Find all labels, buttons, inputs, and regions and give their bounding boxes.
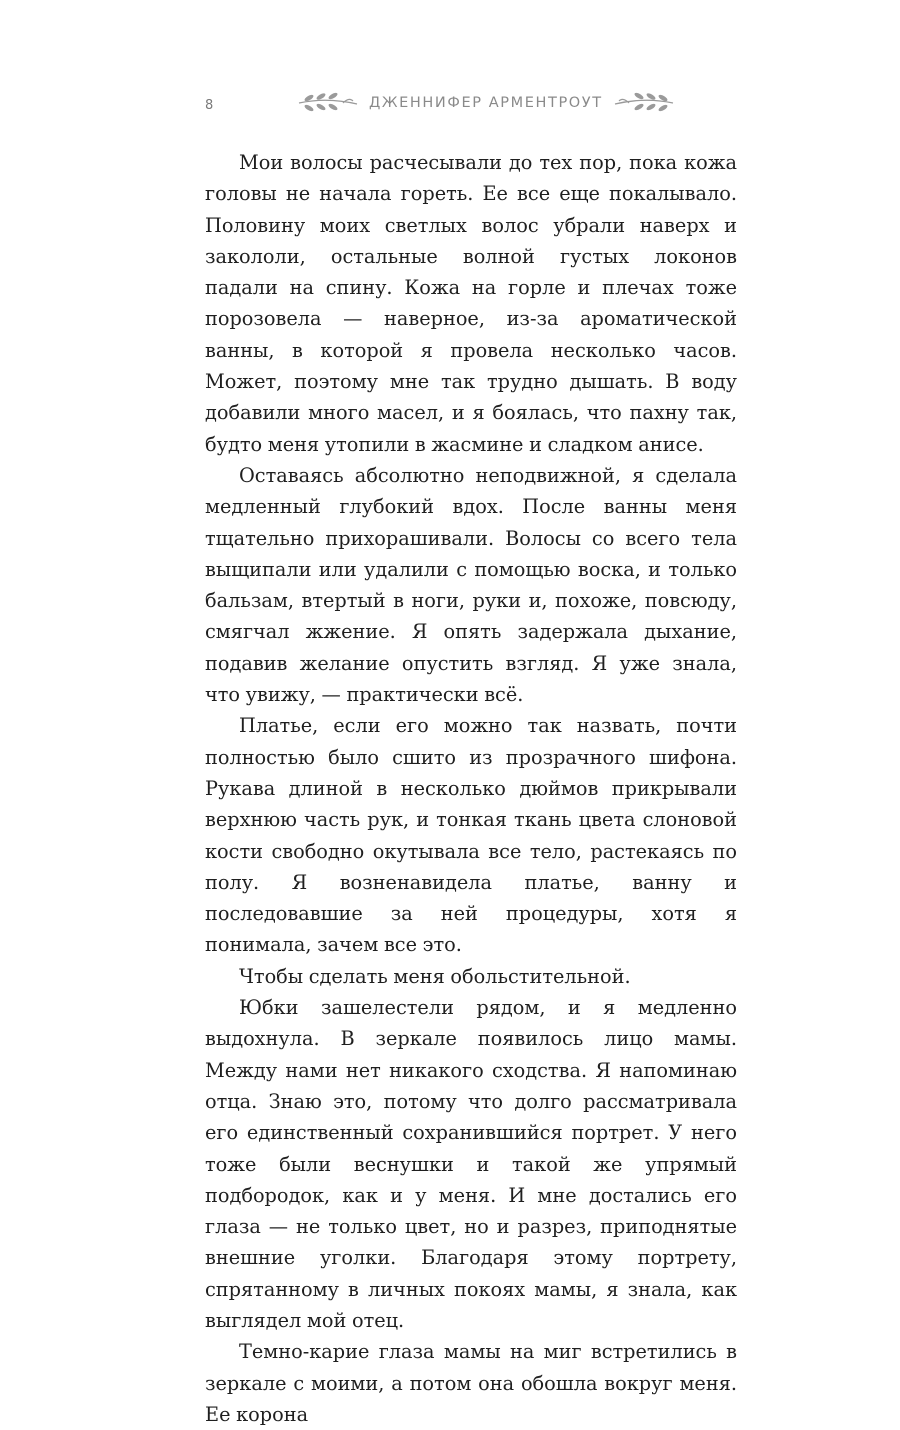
paragraph: Темно-карие глаза мамы на миг встретились в зеркале с моими, а потом она обошла вокруг меня. Ее корона bbox=[205, 1340, 737, 1426]
body-text bbox=[205, 147, 737, 1430]
paragraph: Чтобы сделать меня обольстительной. bbox=[239, 964, 631, 988]
laurel-branch-left-icon bbox=[297, 92, 359, 114]
paragraph: Оставаясь абсолютно неподвижной, я сделала медленный глубокий вдох. После ванны меня тщательно прихорашивали. Волосы со всего тела выщипали или удалили с помощью воска, и только бальзам, втертый в ноги, руки и, похоже, повсюду, смягчал жжение. Я опять задержала дыхание, подавив желание опустить взгляд. Я уже знала, что увижу, — практически всё. bbox=[205, 463, 737, 707]
paragraph: Юбки зашелестели рядом, и я медленно выдохнула. В зеркале появилось лицо мамы. Между нами нет никакого сходства. Я напоминаю отца. Знаю это, потому что долго рассматривала его единственный сохранившийся портрет. У него тоже были веснушки и такой же упрямый подбородок, как и у меня. И мне достались его глаза — не только цвет, но и разрез, приподнятые внешние уголки. Благодаря этому портрету, спрятанному в личных покоях мамы, я знала, как выглядел мой отец. bbox=[205, 996, 737, 1332]
running-title: ДЖЕННИФЕР АРМЕНТРОУТ bbox=[369, 95, 603, 111]
paragraph: Мои волосы расчесывали до тех пор, пока кожа головы не начала гореть. Ее все еще покалывало. Половину моих светлых волос убрали наверх и закололи, остальные волной густых локонов падали на спину. Кожа на горле и плечах тоже порозовела — наверное, из-за ароматической ванны, в которой я провела несколько часов. Может, поэтому мне так трудно дышать. В воду добавили много масел, и я боялась, что пахну так, будто меня утопили в жасмине и сладком анисе. bbox=[205, 151, 737, 456]
running-head bbox=[297, 92, 675, 114]
page-header bbox=[205, 92, 705, 122]
page-number: 8 bbox=[205, 98, 214, 113]
paragraph: Платье, если его можно так назвать, почти полностью было сшито из прозрачного шифона. Рукава длиной в несколько дюймов прикрывали верхнюю часть рук, и тонкая ткань цвета слоновой кости свободно окутывала все тело, растекаясь по полу. Я возненавидела платье, ванну и последовавшие за ней процедуры, хотя я понимала, зачем все это. bbox=[205, 714, 737, 957]
laurel-branch-right-icon bbox=[613, 92, 675, 114]
